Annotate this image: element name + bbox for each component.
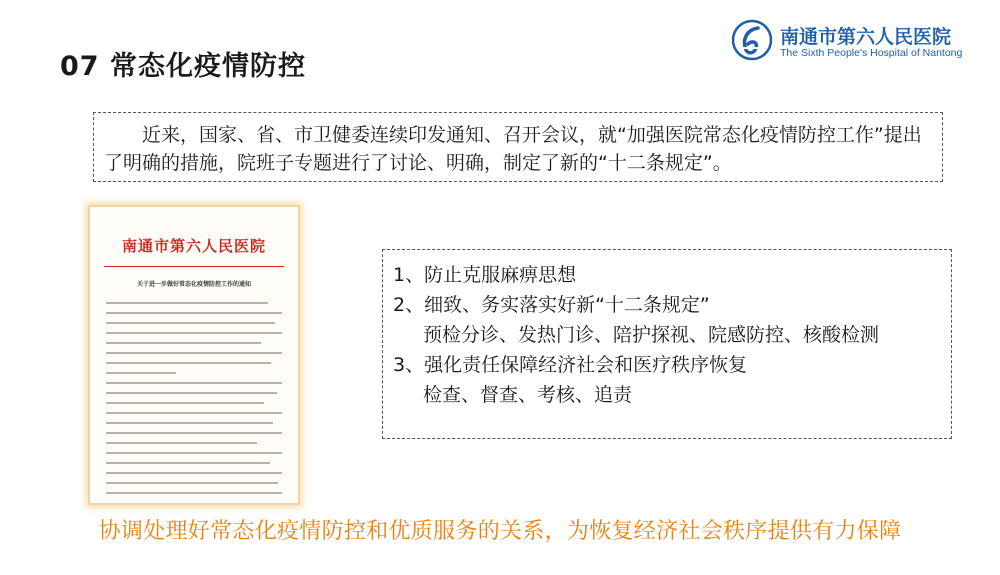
page-title: 07 常态化疫情防控 — [60, 51, 306, 82]
hospital-name-en: The Sixth People's Hospital of Nantong — [780, 47, 963, 59]
summary-statement: 协调处理好常态化疫情防控和优质服务的关系，为恢复经济社会秩序提供有力保障 — [98, 519, 902, 544]
document-divider — [104, 266, 284, 267]
list-item-detail: 检查、督查、考核、追责 — [423, 384, 633, 406]
hospital-logo — [730, 18, 980, 66]
intro-text: 近来，国家、省、市卫健委连续印发通知、召开会议，就“加强医院常态化疫情防控工作”提出了明确的措施，院班子专题进行了讨论、明确，制定了新的“十二条规定”。 — [104, 124, 922, 174]
list-item-detail: 预检分诊、发热门诊、陪护探视、院感防控、核酸检测 — [423, 324, 880, 346]
document-body-lines — [106, 302, 282, 494]
document-title: 关于进一步做好常态化疫情防控工作的通知 — [136, 281, 251, 288]
list-item: 1、防止克服麻痹思想 — [393, 264, 577, 286]
notice-document-image — [88, 205, 300, 505]
list-item: 3、强化责任保障经济社会和医疗秩序恢复 — [393, 354, 748, 376]
measures-list-box — [382, 249, 952, 439]
document-header: 南通市第六人民医院 — [121, 237, 266, 255]
hospital-logo-icon — [730, 18, 774, 62]
hospital-name-cn: 南通市第六人民医院 — [780, 26, 952, 48]
list-item: 2、细致、务实落实好新“十二条规定” — [393, 294, 710, 316]
intro-text-box — [93, 112, 943, 182]
